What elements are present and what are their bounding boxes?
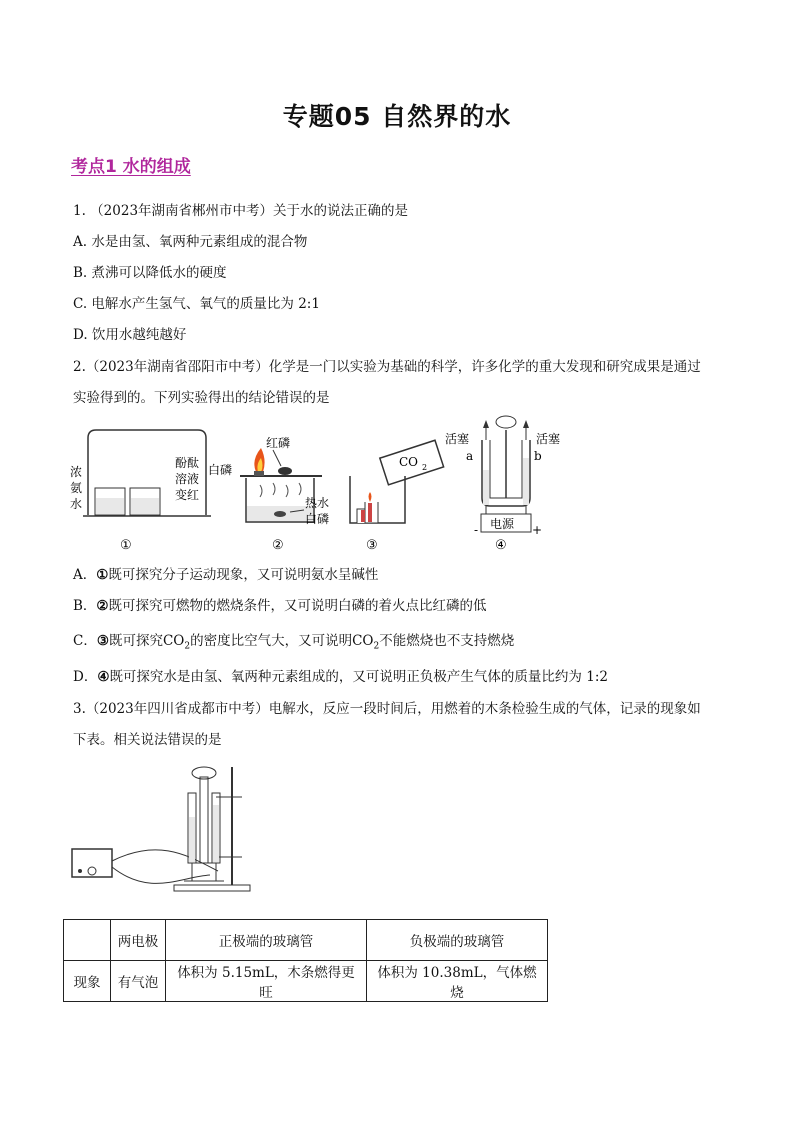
q2-option-c [73, 629, 514, 652]
page-title: 专题05 自然界的水 [282, 102, 512, 131]
fig1-label-right-2: 溶液 [175, 472, 200, 486]
q2-option-d-prefix: D． [73, 669, 98, 685]
fig4-number: ④ [495, 538, 507, 553]
fig2-combustion-apparatus [208, 435, 329, 553]
fig2-label-hot: 热水 [305, 496, 330, 510]
table-header-cell: 负极端的玻璃管 [367, 920, 548, 961]
q2-option-a-text: 既可探究分子运动现象，又可说明氨水呈碱性 [108, 567, 379, 583]
table-header-cell: 正极端的玻璃管 [166, 920, 367, 961]
fig4-power-label: 电源 [490, 517, 515, 531]
q2-option-b-circle: ② [96, 598, 109, 614]
fig1-label-right-1: 酚酞 [175, 456, 200, 470]
fig4-label-b: b [534, 449, 542, 463]
q1-option-a: A. 水是由氢、氧两种元素组成的混合物 [73, 234, 308, 250]
fig3-gas-label: CO [399, 455, 419, 469]
table-cell: 体积为 5.15mL，木条燃得更旺 [166, 961, 367, 1002]
q1-stem: 1. （2023年湖南省郴州市中考）关于水的说法正确的是 [73, 203, 409, 219]
q2-option-b-prefix: B． [73, 598, 97, 614]
q2-option-d-text: 既可探究水是由氢、氧两种元素组成的，又可说明正负极产生气体的质量比约为 1:2 [109, 669, 608, 685]
fig1-number: ① [120, 538, 132, 553]
q2-option-c-circle: ③ [96, 633, 109, 649]
q2-option-a-circle: ① [96, 567, 109, 583]
table-header-cell [64, 920, 111, 961]
q1-option-d: D. 饮用水越纯越好 [73, 327, 187, 343]
q2-option-a-prefix: A． [73, 567, 97, 583]
fig4-label-a: a [466, 449, 474, 463]
fig2-label-red: 红磷 [266, 436, 291, 450]
fig2-label-white2: 白磷 [305, 512, 330, 526]
section-heading: 考点1 水的组成 [71, 157, 191, 177]
q2-option-d-circle: ④ [97, 669, 110, 685]
fig4-minus-label: - [474, 523, 479, 537]
q2-option-c-prefix: C． [73, 633, 97, 649]
q2-option-c-sub1: 2 [184, 641, 191, 652]
q1-option-b: B. 煮沸可以降低水的硬度 [73, 265, 227, 281]
fig4-electrolysis-apparatus [445, 416, 560, 553]
fig2-number: ② [272, 538, 284, 553]
q2-option-c-text1: 既可探究CO [108, 633, 185, 649]
q1-option-c: C. 电解水产生氢气、氧气的质量比为 2:1 [73, 296, 320, 312]
table-header-cell: 两电极 [111, 920, 166, 961]
q2-option-c-text2: 的密度比空气大，又可说明CO [190, 633, 374, 649]
q3-stem-line2: 下表。相关说法错误的是 [73, 732, 222, 748]
q2-stem-line1: 2.（2023年湖南省邵阳市中考）化学是一门以实验为基础的科学，许多化学的重大发现和研究成果是通过 [73, 359, 701, 375]
q2-option-b-text: 既可探究可燃物的燃烧条件，又可说明白磷的着火点比红磷的低 [108, 598, 487, 614]
fig3-co2-pouring-apparatus [350, 440, 444, 553]
fig3-gas-subscript: 2 [422, 463, 428, 472]
fig3-number: ③ [366, 538, 378, 553]
table-row [64, 961, 548, 1002]
fig4-valve-left: 活塞 [445, 432, 470, 446]
fig2-label-white: 白磷 [208, 463, 233, 477]
table-cell: 有气泡 [111, 961, 166, 1002]
fig1-bell-jar-apparatus [70, 430, 211, 553]
q2-option-c-sub2: 2 [373, 641, 380, 652]
q2-option-c-text3: 不能燃烧也不支持燃烧 [379, 633, 515, 649]
fig1-label-left-2: 氨 [70, 481, 83, 495]
q2-option-b [73, 594, 487, 614]
q2-stem-line2: 实验得到的。下列实验得出的结论错误的是 [73, 390, 330, 406]
table-cell: 体积为 10.38mL，气体燃烧 [367, 961, 548, 1002]
experiment-figure [68, 410, 568, 555]
fig4-plus-label: + [532, 523, 543, 537]
q2-option-a [73, 563, 378, 583]
fig4-valve-right: 活塞 [536, 432, 561, 446]
q3-stem-line1: 3.（2023年四川省成都市中考）电解水，反应一段时间后，用燃着的木条检验生成的气体，记录的现象如 [73, 701, 701, 717]
table-cell: 现象 [64, 961, 111, 1002]
fig1-label-left-3: 水 [70, 497, 83, 511]
fig1-label-left-1: 浓 [70, 465, 83, 479]
electrolysis-setup-figure [70, 757, 270, 897]
table-header-row [64, 920, 548, 961]
q2-option-d [73, 665, 608, 685]
fig1-label-right-3: 变红 [175, 488, 200, 502]
observation-table [63, 919, 548, 1002]
